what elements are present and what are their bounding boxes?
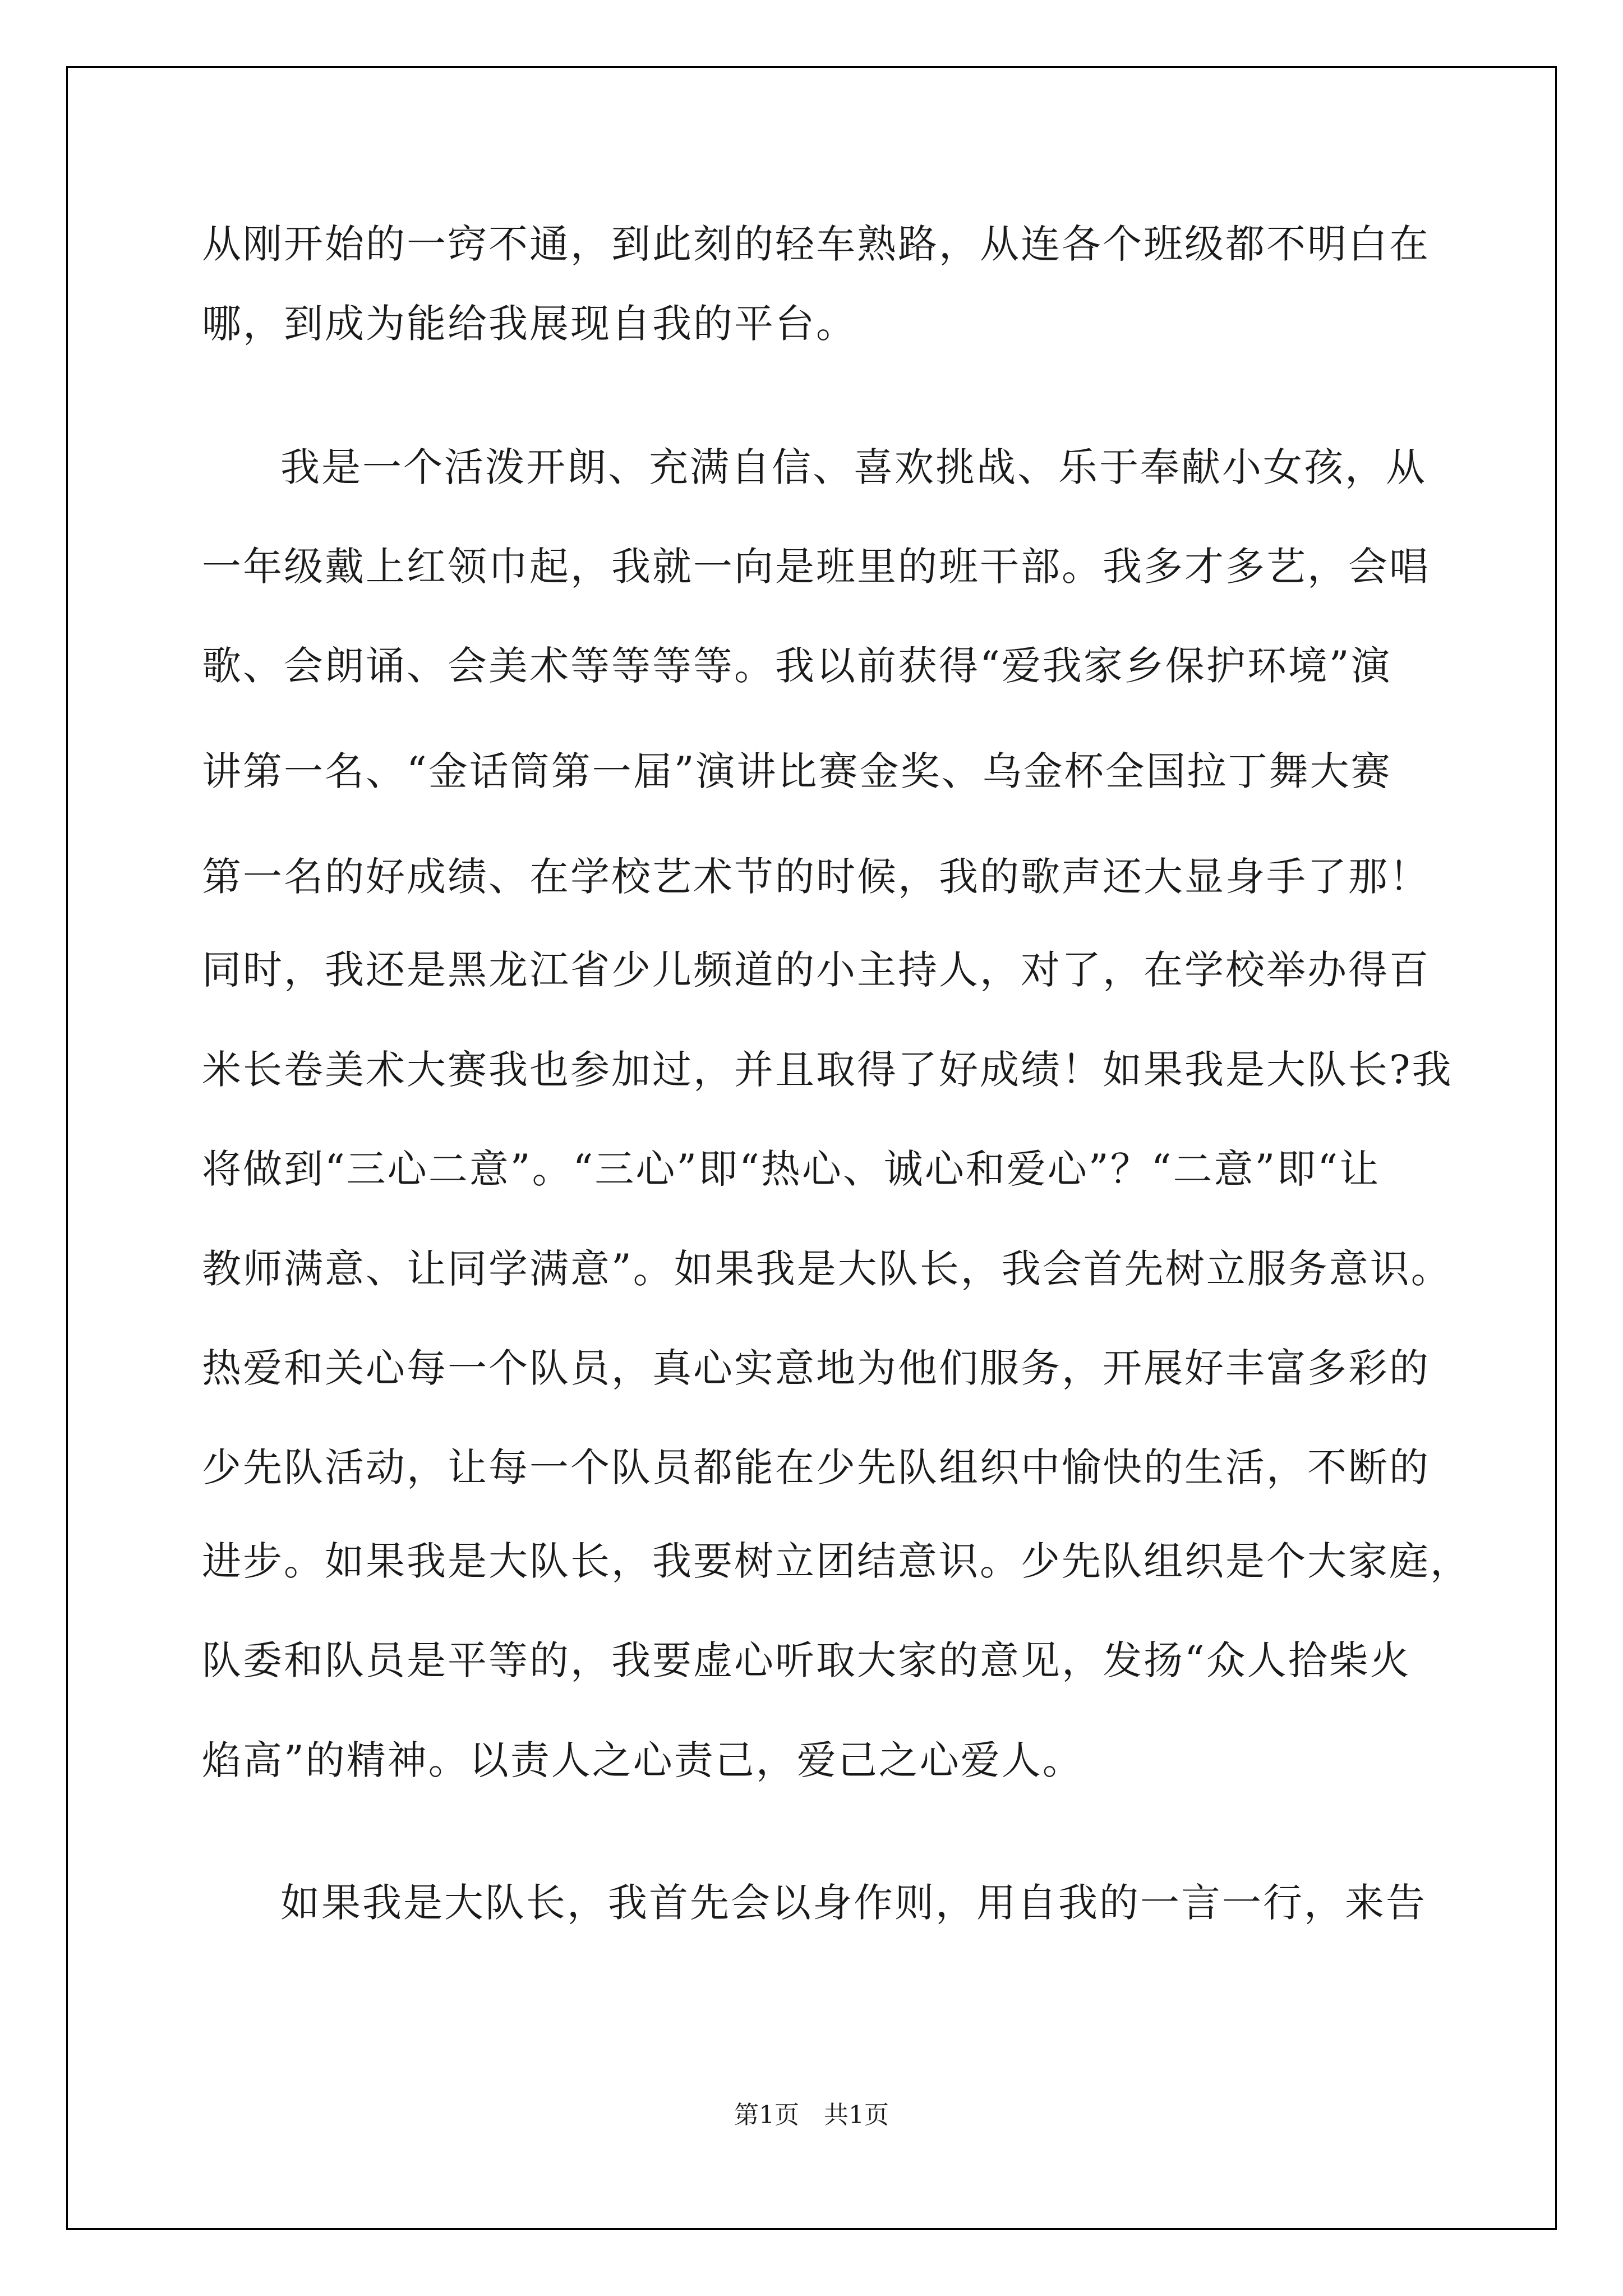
text-line: 进步。如果我是大队长，我要树立团结意识。少先队组织是个大家庭，: [202, 1538, 1471, 1584]
text-line: 讲第一名、“金话筒第一届”演讲比赛金奖、乌金杯全国拉丁舞大赛: [202, 748, 1392, 794]
text-line: 哪，到成为能给我展现自我的平台。: [202, 301, 857, 347]
text-line: 焰高”的精神。以责人之心责己，爱己之心爱人。: [202, 1737, 1083, 1783]
text-line: 将做到“三心二意”。“三心”即“热心、诚心和爱心”？“二意”即“让: [202, 1146, 1381, 1192]
text-line: 同时，我还是黑龙江省少儿频道的小主持人，对了，在学校举办得百: [202, 947, 1430, 993]
text-line: 从刚开始的一窍不通，到此刻的轻车熟路，从连各个班级都不明白在: [202, 221, 1430, 267]
text-line: 一年级戴上红领巾起，我就一向是班里的班干部。我多才多艺，会唱: [202, 544, 1430, 590]
text-line: 队委和队员是平等的，我要虚心听取大家的意见，发扬“众人拾柴火: [202, 1637, 1411, 1683]
paragraph-first-line: 我是一个活泼开朗、充满自信、喜欢挑战、乐于奉献小女孩，从: [280, 444, 1427, 490]
text-line: 教师满意、让同学满意”。如果我是大队长，我会首先树立服务意识。: [202, 1246, 1452, 1292]
page-footer: 第1页 共1页: [734, 2101, 889, 2129]
paragraph-first-line: 如果我是大队长，我首先会以身作则，用自我的一言一行，来告: [280, 1880, 1427, 1926]
text-line: 第一名的好成绩、在学校艺术节的时候，我的歌声还大显身手了那！: [202, 854, 1430, 900]
text-line: 米长卷美术大赛我也参加过，并且取得了好成绩！如果我是大队长?我: [202, 1047, 1453, 1093]
text-line: 少先队活动，让每一个队员都能在少先队组织中愉快的生活，不断的: [202, 1444, 1430, 1490]
text-line: 歌、会朗诵、会美术等等等等。我以前获得“爱我家乡保护环境”演: [202, 643, 1392, 689]
text-line: 热爱和关心每一个队员，真心实意地为他们服务，开展好丰富多彩的: [202, 1345, 1430, 1391]
